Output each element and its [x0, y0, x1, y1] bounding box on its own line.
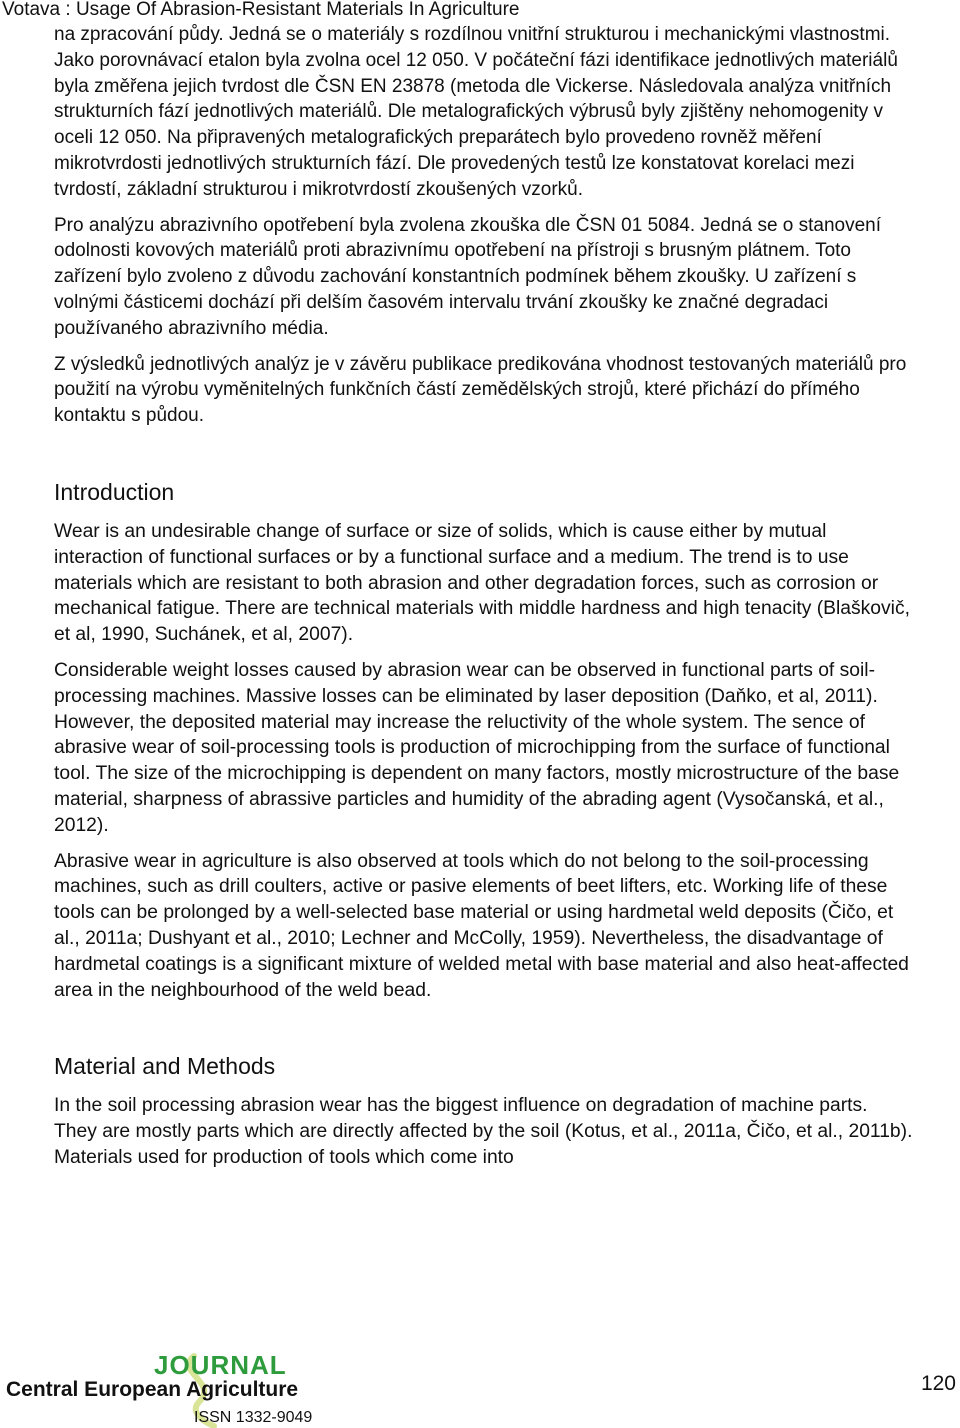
- logo-journal-word: JOURNAL: [154, 1352, 287, 1380]
- methods-heading: Material and Methods: [54, 1053, 276, 1080]
- czech-paragraph-1: na zpracování půdy. Jedná se o materiály s rozdílnou vnitřní strukturou i mechanickými vlastnostmi. Jako porovnávací etalon byla zvolna ocel 12 050. V počáteční fázi identifikace jednotlivých materiálů byla změřena jejich tvrdost dle ČSN EN 23878 (metoda dle Vickerse. Následovala analýza vnitřních strukturních fází jednotlivých materiálů. Dle metalografických výbrusů byly zjištěny nehomogenity v oceli 12 050. Na připravených metalografických preparátech bylo provedeno rovněž měření mikrotvrdosti jednotlivých strukturních fází. Dle provedených testů lze konstatovat korelaci mezi tvrdostí, základní strukturou i mikrotvrdostí zkoušených vzorků.: [54, 24, 898, 200]
- introduction-paragraph-1: Wear is an undesirable change of surface or size of solids, which is cause either by mutual interaction of functional surfaces or by a functional surface and a medium. The trend is to use materials which are resistant to both abrasion and other degradation forces, such as corrosion or mechanical fatigue. There are technical materials with middle hardness and high tenacity (Blaškovič, et al, 1990, Suchánek, et al, 2007).: [54, 520, 910, 646]
- czech-paragraph-3: Z výsledků jednotlivých analýz je v závěru publikace predikována vhodnost testovaných materiálů pro použití na výrobu vyměnitelných funkčních částí zemědělských strojů, které přichází do přímého kontaktu s půdou.: [54, 353, 907, 427]
- czech-paragraph-2: Pro analýzu abrazivního opotřebení byla zvolena zkouška dle ČSN 01 5084. Jedná se o stanovení odolnosti kovových materiálů proti abrazivnímu opotřebení na přístroji s brusným plátnem. Toto zařízení bylo zvoleno z důvodu zachování konstantních podmínek během zkoušky. U zařízení s volnými částicemi dochází při delším časovém intervalu trvání zkoušky ke značné degradaci používaného abrazivního média.: [54, 214, 882, 339]
- running-title: Votava : Usage Of Abrasion-Resistant Materials In Agriculture: [2, 0, 520, 20]
- journal-logo: [4, 1352, 344, 1428]
- methods-paragraph-1: In the soil processing abrasion wear has the biggest influence on degradation of machine parts. They are mostly parts which are directly affected by the soil (Kotus, et al., 2011a, Čičo, et al., 2011b). Materials used for production of tools which come into: [54, 1095, 913, 1168]
- page-number: 120: [920, 1372, 956, 1395]
- introduction-paragraph-3: Abrasive wear in agriculture is also observed at tools which do not belong to the soil-processing machines, such as drill coulters, active or pasive elements of beet lifters, etc. Working life of these tools can be prolonged by a well-selected base material or using hardmetal weld deposits (Čičo, et al., 2011a; Dushyant et al., 2010; Lechner and McColly, 1959). Nevertheless, the disadvantage of hardmetal coatings is a significant mixture of welded metal with base material and also heat-affected area in the neighbourhood of the weld bead.: [54, 850, 909, 1001]
- article-body: [54, 22, 914, 1181]
- logo-central-european-agriculture: Central European Agriculture: [6, 1378, 299, 1401]
- introduction-paragraph-2: Considerable weight losses caused by abrasion wear can be observed in functional parts of soil-processing machines. Massive losses can be eliminated by laser deposition (Daňko, et al, 2011). However, the deposited material may increase the reluctivity of the whole system. The sence of abrasive wear of soil-processing tools is production of microchipping from the surface of functional tool. The size of the microchipping is dependent on many factors, mostly microstructure of the base material, sharpness of abrassive particles and humidity of the abrading agent (Vysočanská, et al., 2012).: [54, 659, 900, 836]
- introduction-heading: Introduction: [54, 478, 175, 505]
- logo-issn: ISSN 1332-9049: [194, 1409, 313, 1426]
